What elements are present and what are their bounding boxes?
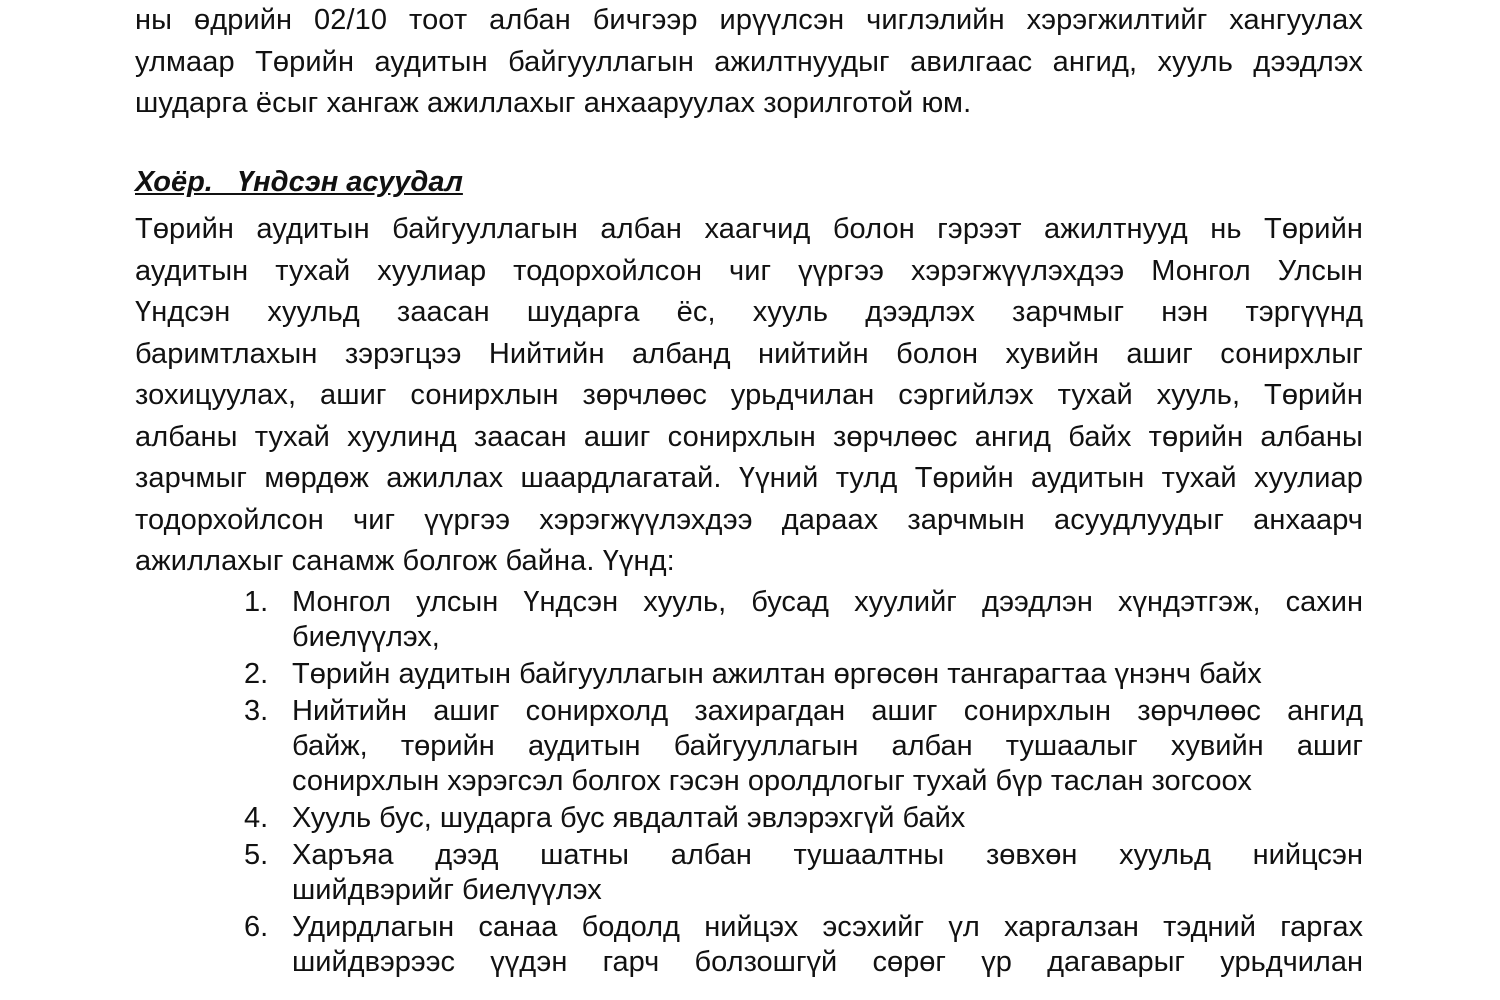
section-paragraph [135, 209, 1363, 583]
list-item-line: шийдвэрээс үүдэн гарч болзошгүй сөрөг үр дагаварыг урьдчилан [292, 946, 1363, 978]
paragraph-line: аудитын тухай хуулиар тодорхойлсон чиг үүргээ хэрэгжүүлэхдээ Монгол Улсын [135, 254, 1363, 287]
paragraph-line: албаны тухай хуулинд заасан ашиг сонирхлын зөрчлөөс ангид байх төрийн албаны [135, 420, 1363, 453]
intro-line: ны өдрийн 02/10 тоот албан бичгээр ирүүлсэн чиглэлийн хэрэгжилтийг хангуулах [135, 4, 1363, 36]
paragraph-line: тодорхойлсон чиг үүргээ хэрэгжүүлэхдээ дараах зарчмын асуудлуудыг анхаарч [135, 503, 1363, 536]
list-number: 1. [244, 586, 269, 618]
list-item-line: шийдвэрийг биелүүлэх [292, 874, 602, 906]
list-item-text [292, 657, 1363, 692]
list-item-line: биелүүлэх, [292, 621, 440, 653]
list-number: 5. [244, 839, 269, 871]
paragraph-line: Үндсэн хуульд заасан шударга ёс, хууль дээдлэх зарчмыг нэн тэргүүнд [135, 296, 1363, 328]
list-item-line: байж, төрийн аудитын байгууллагын албан тушаалыг хувийн ашиг [292, 730, 1363, 762]
intro-line: шударга ёсыг хангаж ажиллахыг анхааруулах зорилготой юм. [135, 87, 972, 119]
paragraph-line: зохицуулах, ашиг сонирхлын зөрчлөөс урьдчилан сэргийлэх тухай хууль, Төрийн [135, 379, 1363, 411]
list-item-line: Төрийн аудитын байгууллагын ажилтан өргөсөн тангарагтаа үнэнч байх [292, 658, 1262, 690]
list-item [240, 910, 1363, 980]
paragraph-line: Төрийн аудитын байгууллагын албан хаагчид болон гэрээт ажилтнууд нь Төрийн [135, 213, 1363, 245]
list-item-text [292, 694, 1363, 799]
list-item-text [292, 910, 1363, 980]
list-item-line: Нийтийн ашиг сонирхолд захирагдан ашиг сонирхлын зөрчлөөс ангид [292, 695, 1363, 727]
list-item-line: Хууль бус, шударга бус явдалтай эвлэрэхгүй байх [292, 802, 966, 834]
intro-paragraph [135, 0, 1363, 125]
list-item-text [292, 585, 1363, 655]
list-item-line: Харъяа дээд шатны албан тушаалтны зөвхөн хуульд нийцсэн [292, 839, 1363, 871]
list-item-line: Монгол улсын Үндсэн хууль, бусад хуулийг дээдлэн хүндэтгэж, сахин [292, 586, 1363, 618]
paragraph-line: зарчмыг мөрдөж ажиллах шаардлагатай. Үүний тулд Төрийн аудитын тухай хуулиар [135, 462, 1363, 494]
principles-list [240, 585, 1363, 982]
list-number: 2. [244, 658, 269, 690]
paragraph-line: баримтлахын зэрэгцээ Нийтийн албанд нийтийн болон хувийн ашиг сонирхлыг [135, 337, 1363, 370]
list-item [240, 585, 1363, 655]
list-item [240, 801, 1363, 836]
list-number: 3. [244, 695, 269, 727]
list-item-text [292, 838, 1363, 908]
list-item-line: сонирхлын хэрэгсэл болгох гэсэн оролдлогыг тухай бүр таслан зогсоох [292, 765, 1252, 797]
section-heading: Хоёр. Үндсэн асуудал [135, 166, 463, 198]
list-item-text [292, 801, 1363, 836]
intro-line: улмаар Төрийн аудитын байгууллагын ажилтнуудыг авилгаас ангид, хууль дээдлэх [135, 45, 1363, 78]
list-number: 6. [244, 911, 269, 943]
list-item [240, 694, 1363, 799]
list-number: 4. [244, 802, 269, 834]
list-item [240, 657, 1363, 692]
list-item-line: Удирдлагын санаа бодолд нийцэх эсэхийг үл харгалзан тэдний гаргах [292, 911, 1363, 943]
paragraph-line: ажиллахыг санамж болгож байна. Үүнд: [135, 545, 675, 577]
list-item [240, 838, 1363, 908]
